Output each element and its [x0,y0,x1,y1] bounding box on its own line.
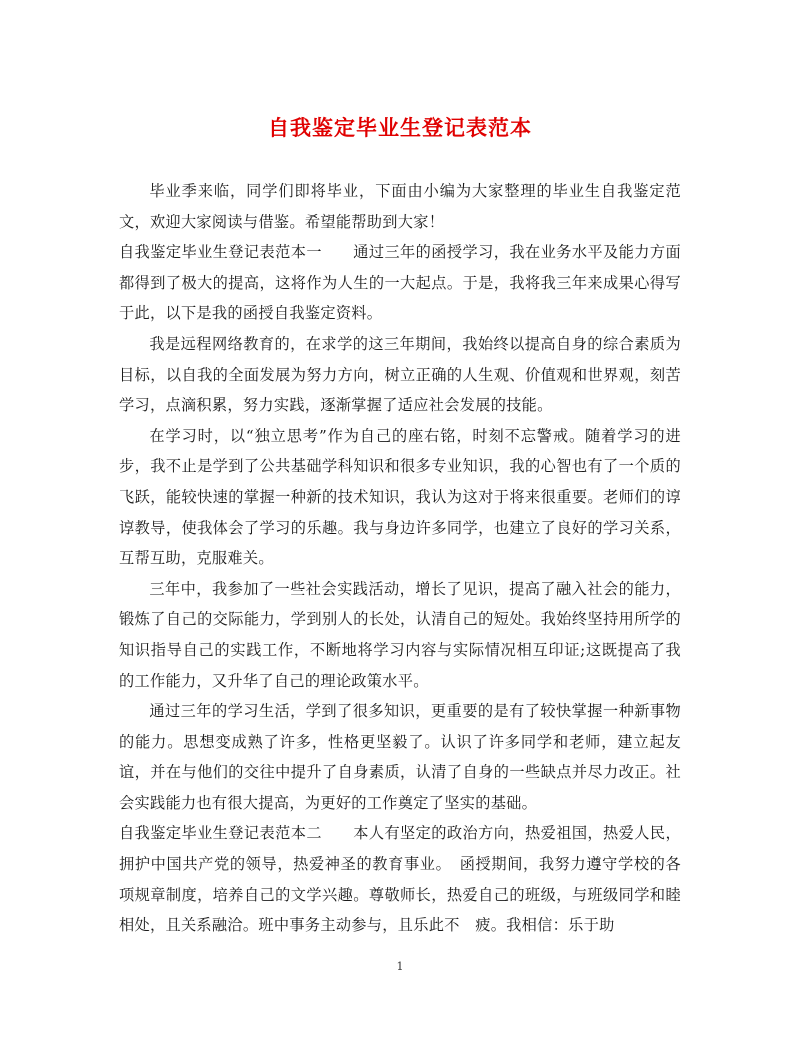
document-body [119,176,681,941]
paragraph-social-practice: 三年中，我参加了一些社会实践活动，增长了见识，提高了融入社会的能力，锻炼了自己的交际能力，学到别人的长处，认清自己的短处。我始终坚持用所学的知识指导自己的实践工作，不断地将学习内容与实际情况相互印证;这既提高了我的工作能力，又升华了自己的理论政策水平。 [119,579,681,690]
paragraph-study-motto: 在学习时，以“独立思考”作为自己的座右铭，时刻不忘警戒。随着学习的进步，我不止是学到了公共基础学科知识和很多专业知识，我的心智也有了一个质的飞跃，能较快速的掌握一种新的技术知识，我认为这对于将来很重要。老师们的谆谆教导，使我体会了学习的乐趣。我与身边许多同学，也建立了良好的学习关系，互帮互助，克服难关。 [119,426,681,568]
paragraph-sample-two-heading: 自我鉴定毕业生登记表范本二 本人有坚定的政治方向，热爱祖国，热爱人民，拥护中国共产党的领导，热爱神圣的教育事业。 函授期间，我努力遵守学校的各项规章制度，培养自己的文学兴趣。尊敬师长，热爱自己的班级，与班级同学和睦相处，且关系融洽。班中事务主动参与，且乐此不 疲。我相信：乐于助 [119,824,681,935]
page-number: 1 [396,960,404,973]
page-title: 自我鉴定毕业生登记表范本 [268,115,532,140]
paragraph-sample-one-heading: 自我鉴定毕业生登记表范本一 通过三年的函授学习，我在业务水平及能力方面都得到了极大的提高，这将作为人生的一大起点。于是，我将我三年来成果心得写于此，以下是我的函授自我鉴定资料。 [119,243,681,323]
paragraph-three-years-summary: 通过三年的学习生活，学到了很多知识，更重要的是有了较快掌握一种新事物的能力。思想变成熟了许多，性格更坚毅了。认识了许多同学和老师，建立起友谊，并在与他们的交往中提升了自身素质，认清了自身的一些缺点并尽力改正。社会实践能力也有很大提高，为更好的工作奠定了坚实的基础。 [119,702,681,812]
paragraph-intro: 毕业季来临，同学们即将毕业，下面由小编为大家整理的毕业生自我鉴定范文，欢迎大家阅读与借鉴。希望能帮助到大家！ [119,182,681,231]
paragraph-remote-education: 我是远程网络教育的，在求学的这三年期间，我始终以提高自身的综合素质为目标，以自我的全面发展为努力方向，树立正确的人生观、价值观和世界观，刻苦学习，点滴积累，努力实践，逐渐掌握了适应社会发展的技能。 [119,334,681,415]
